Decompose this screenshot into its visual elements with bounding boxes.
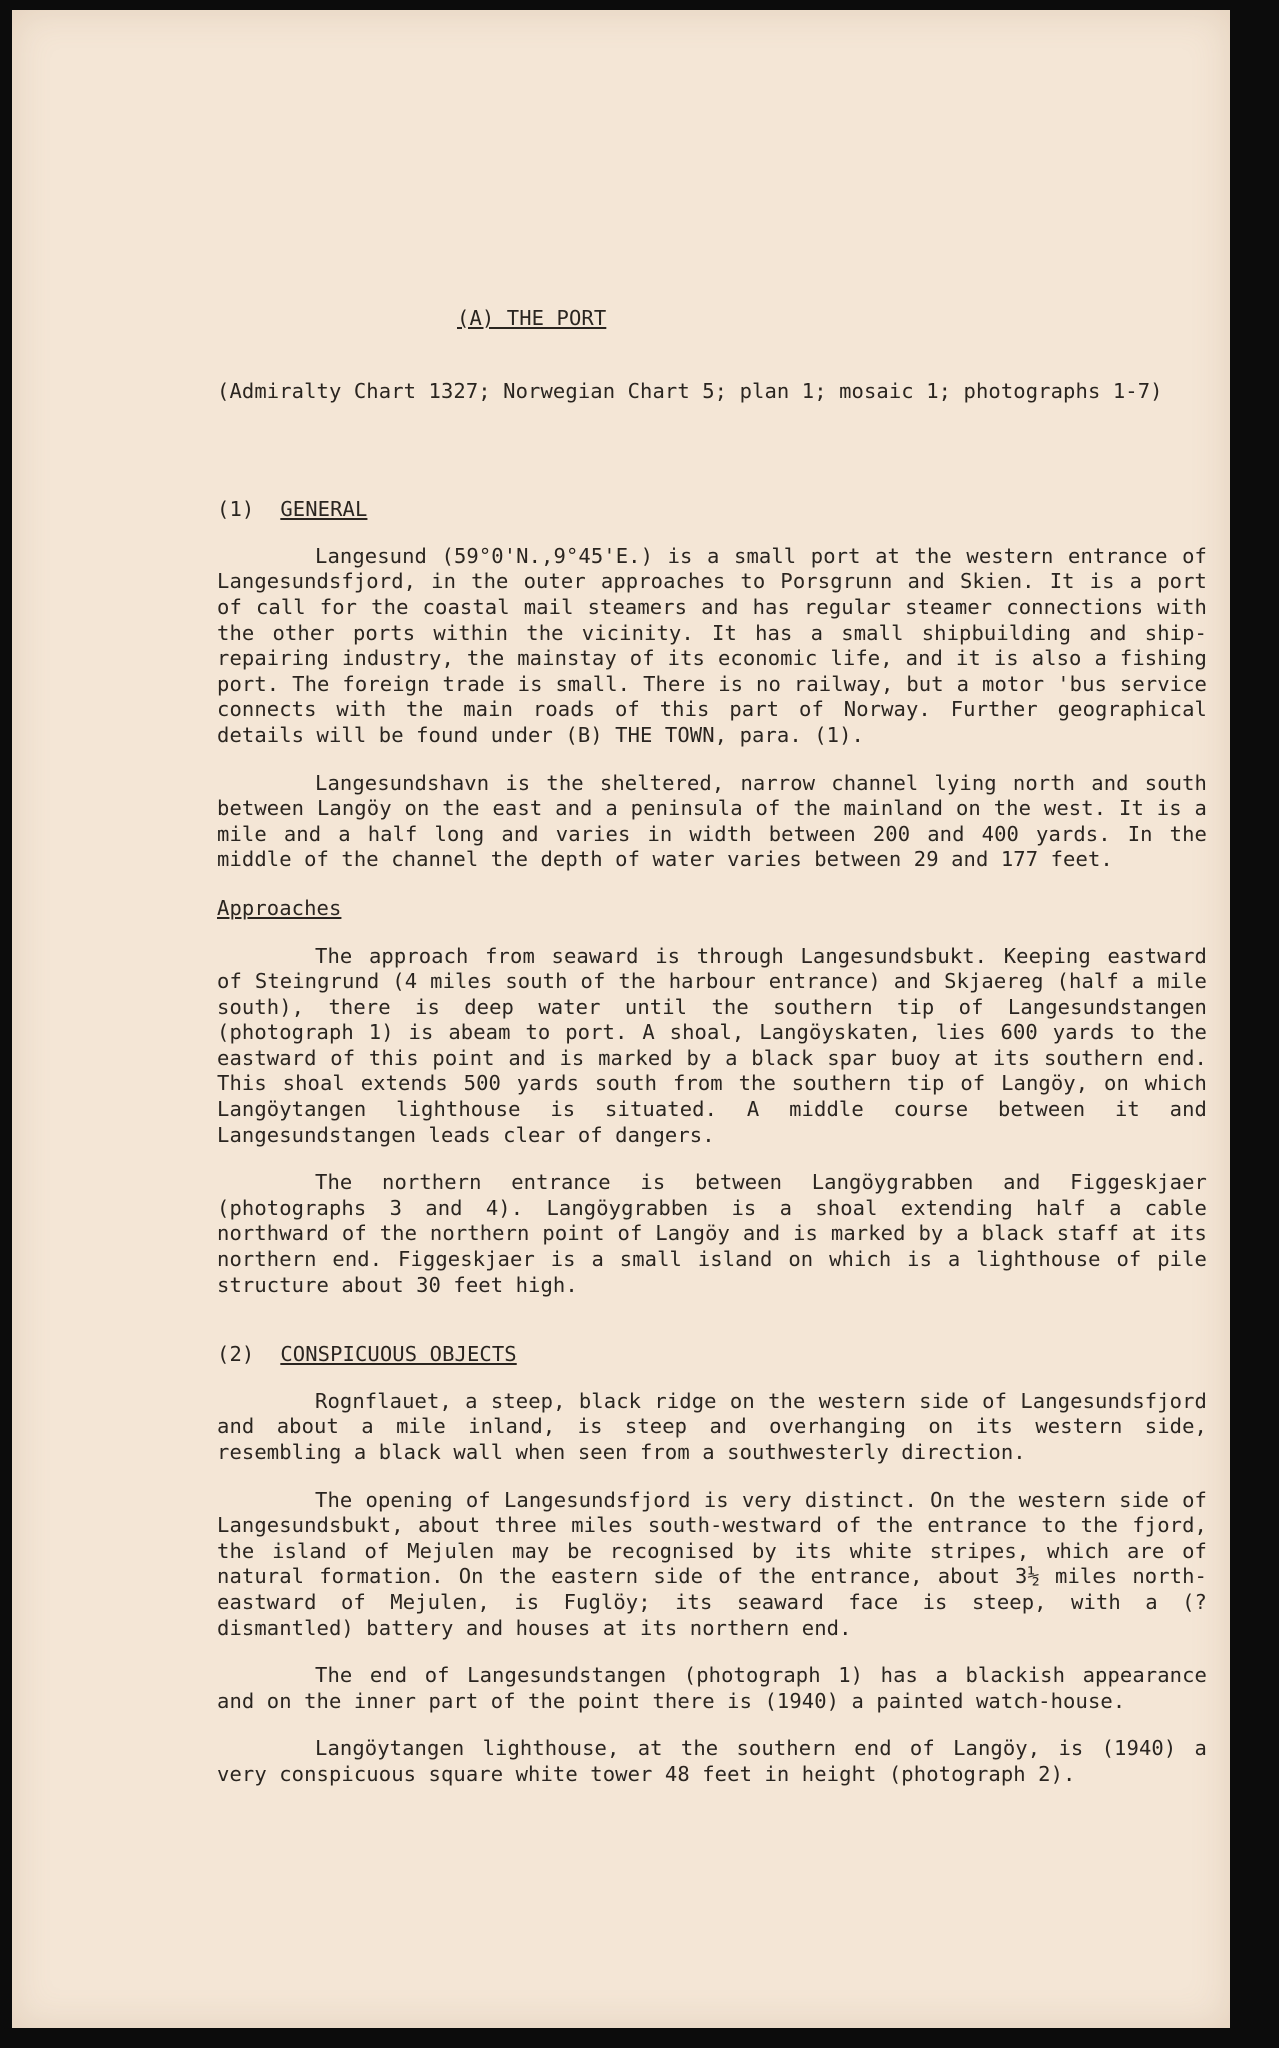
paragraph: The northern entrance is between Langöygrabben and Figgeskjaer (photographs 3 and 4). Langöygrabben is a shoal extending half a cable northward of the northern point of Langöy and is marked by a black staff at its northern end. Figgeskjaer is a small island on which is a lighthouse of pile structure about 30 feet high. (217, 1170, 1207, 1297)
chart-references: (Admiralty Chart 1327; Norwegian Chart 5; plan 1; mosaic 1; photographs 1-7) (217, 378, 1163, 403)
document-body (207, 306, 1217, 1810)
paragraph: Langesundshavn is the sheltered, narrow channel lying north and south between Langöy on the east and a peninsula of the mainland on the west. It is a mile and a half long and varies in width between 200 and 400 yards. In the middle of the channel the depth of water varies between 29 and 177 feet. (217, 770, 1207, 872)
document-page (12, 10, 1230, 2028)
subsection-heading-approaches: Approaches (217, 895, 342, 920)
section-heading-conspicuous-objects (217, 1342, 1217, 1368)
section-title: GENERAL (280, 497, 368, 522)
paragraph: Langesund (59°0'N.,9°45'E.) is a small port at the western entrance of Langesundsfjord, in the outer approaches to Porsgrunn and Skien. It is a port of call for the coastal mail steamers and has regular steamer connections with the other ports within the vicinity. It has a small shipbuilding and ship-repairing industry, the mainstay of its economic life, and it is also a fishing port. The foreign trade is small. There is no railway, but a motor 'bus service connects with the main roads of this part of Norway. Further geographical details will be found under (B) THE TOWN, para. (1). (217, 543, 1207, 747)
paragraph: Rognflauet, a steep, black ridge on the western side of Langesundsfjord and about a mile inland, is steep and overhanging on its western side, resembling a black wall when seen from a southwesterly direction. (217, 1388, 1207, 1464)
section-title: CONSPICUOUS OBJECTS (280, 1342, 517, 1367)
paragraph: Langöytangen lighthouse, at the southern end of Langöy, is (1940) a very conspicuous square white tower 48 feet in height (photograph 2). (217, 1736, 1207, 1786)
paragraph: The opening of Langesundsfjord is very distinct. On the western side of Langesundsbukt, about three miles south-westward of the entrance to the fjord, the island of Mejulen may be recognised by its white stripes, which are of natural formation. On the eastern side of the entrance, about 3½ miles north-eastward of Mejulen, is Fuglöy; its seaward face is steep, with a (? dismantled) battery and houses at its northern end. (217, 1487, 1207, 1640)
section-number: (1) (217, 497, 255, 522)
section-number: (2) (217, 1342, 255, 1367)
paragraph: The approach from seaward is through Langesundsbukt. Keeping eastward of Steingrund (4 miles south of the harbour entrance) and Skjaereg (half a mile south), there is deep water until the southern tip of Langesundstangen (photograph 1) is abeam to port. A shoal, Langöyskaten, lies 600 yards to the eastward of this point and is marked by a black spar buoy at its southern end. This shoal extends 500 yards south from the southern tip of Langöy, on which Langöytangen lighthouse is situated. A middle course between it and Langesundstangen leads clear of dangers. (217, 943, 1207, 1147)
section-heading-general (217, 497, 1217, 523)
document-title: (A) THE PORT (457, 306, 607, 330)
paragraph: The end of Langesundstangen (photograph 1) has a blackish appearance and on the inner part of the point there is (1940) a painted watch-house. (217, 1663, 1207, 1713)
